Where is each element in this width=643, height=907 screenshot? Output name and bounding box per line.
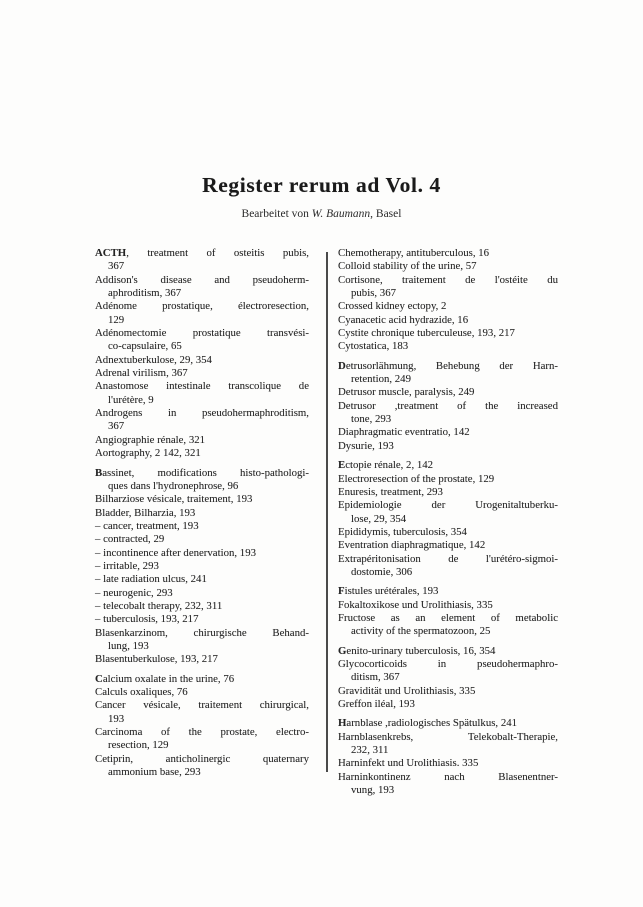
index-entry-line: – neurogenic, 293 [95,586,173,599]
index-entry [95,447,309,460]
index-entry [338,400,558,427]
index-entry [95,627,309,654]
index-entry [95,354,309,367]
index-entry-line: Dysurie, 193 [338,439,394,452]
column-divider-rule [326,252,328,772]
index-entry-line: Cortisone, traitement de l'ostéite du [338,273,558,286]
index-entry-line: ques dans l'hydronephrose, 96 [108,479,239,492]
index-letter-group [338,360,558,453]
index-letter-group [95,467,309,667]
index-letter-group [338,459,558,579]
index-entry [95,573,309,586]
index-entry [338,386,558,399]
index-entry-line: Androgens in pseudohermaphroditism, [95,407,309,420]
index-entry [338,685,558,698]
index-entry-line: dostomie, 306 [351,565,413,578]
index-entry [338,539,558,552]
index-letter-group [95,247,309,461]
index-entry-line: Bilharziose vésicale, traitement, 193 [95,493,253,506]
index-entry-line: l'urétère, 9 [108,393,154,406]
index-entry-line: Crossed kidney ectopy, 2 [338,300,447,313]
index-entry-line: vung, 193 [351,784,395,797]
index-entry [338,459,558,472]
index-entry-line: Cyanacetic acid hydrazide, 16 [338,313,469,326]
index-letter-group [338,645,558,712]
index-entry-line: co-capsulaire, 65 [108,340,182,353]
index-entry [338,612,558,639]
index-entry [95,380,309,407]
index-entry-line: Harninkontinenz nach Blasenentner- [338,770,558,783]
index-entry [338,658,558,685]
index-entry [338,340,558,353]
index-entry-line: Adrenal virilism, 367 [95,367,188,380]
index-entry [338,599,558,612]
index-entry [338,327,558,340]
index-entry [95,753,309,780]
index-entry-line: pubis, 367 [351,287,396,300]
index-entry [95,434,309,447]
index-entry-line: Epidemiologie der Urogenitaltuberku- [338,499,558,512]
index-entry-line: – tuberculosis, 193, 217 [95,613,199,626]
index-entry-line: 232, 311 [351,744,389,757]
index-entry-line: Extrapéritonisation de l'urétéro-sigmoi- [338,552,558,565]
index-entry [95,726,309,753]
index-entry [95,367,309,380]
page-subtitle [0,208,643,220]
index-entry [95,407,309,434]
index-entry-line: Addison's disease and pseudoherm- [95,273,309,286]
index-entry [95,300,309,327]
index-entry-line: – irritable, 293 [95,559,159,572]
index-entry [338,260,558,273]
index-entry-line: Gravidität und Urolithiasis, 335 [338,684,476,697]
index-entry [95,467,309,494]
index-letter-group [338,717,558,797]
index-entry [95,327,309,354]
index-entry-line: Blasenkarzinom, chirurgische Behand- [95,626,309,639]
index-entry-line: ammonium base, 293 [108,766,201,779]
subtitle-author: W. Baumann [311,208,371,220]
index-entry-line: – late radiation ulcus, 241 [95,573,207,586]
index-entry-line: Adénomectomie prostatique transvési- [95,327,309,340]
index-entry [338,426,558,439]
index-entry [338,499,558,526]
index-entry-line: Bassinet, modifications histo-pathologi- [95,466,309,479]
index-entry-line: 193 [108,712,125,725]
index-entry-line: Aortography, 2 142, 321 [95,447,201,460]
index-entry-line: resection, 129 [108,739,169,752]
index-entry [95,560,309,573]
index-entry-line: Diaphragmatic eventratio, 142 [338,426,470,439]
index-entry-line: Harnblase ,radiologisches Spätulkus, 241 [338,717,518,730]
index-entry-line: Adénome prostatique, électroresection, [95,300,309,313]
index-entry-line: 129 [108,313,125,326]
index-entry [95,686,309,699]
index-entry-line: Detrusor ,treatment of the increased [338,399,558,412]
index-entry-line: lung, 193 [108,639,149,652]
index-entry [95,507,309,520]
index-entry-line: Fokaltoxikose und Urolithiasis, 335 [338,598,493,611]
index-entry [338,731,558,758]
index-entry [338,486,558,499]
index-entry-line: Electroresection of the prostate, 129 [338,472,495,485]
index-entry-line: Cetiprin, anticholinergic quaternary [95,752,309,765]
index-entry [95,613,309,626]
index-entry [338,360,558,387]
index-entry [338,274,558,301]
index-entry-line: Calcium oxalate in the urine, 76 [95,672,235,685]
index-entry [338,440,558,453]
index-entry-line: Eventration diaphragmatique, 142 [338,539,486,552]
index-entry-line: Ectopie rénale, 2, 142 [338,459,434,472]
index-entry-line: – cancer, treatment, 193 [95,519,199,532]
index-entry [95,587,309,600]
index-entry [338,247,558,260]
index-entry-line: aphroditism, 367 [108,287,182,300]
index-entry [95,699,309,726]
index-entry [95,653,309,666]
index-column-right [338,247,558,797]
index-entry-line: Harninfekt und Urolithiasis. 335 [338,757,479,770]
index-entry-line: Angiographie rénale, 321 [95,433,206,446]
index-entry-line: 367 [108,260,125,273]
index-entry [338,771,558,798]
index-entry [95,274,309,301]
index-entry-line: – telecobalt therapy, 232, 311 [95,599,223,612]
index-entry-line: Cystite chronique tuberculeuse, 193, 217 [338,327,515,340]
index-entry [338,585,558,598]
index-entry-line: Anastomose intestinale transcolique de [95,380,309,393]
index-entry-line: Bladder, Bilharzia, 193 [95,506,196,519]
index-entry-line: – contracted, 29 [95,533,165,546]
page-title: Register rerum ad Vol. 4 [202,173,441,197]
index-entry-line: 367 [108,420,125,433]
index-column-left [95,247,309,779]
index-entry-line: lose, 29, 354 [351,512,407,525]
index-entry-line: Detrusor muscle, paralysis, 249 [338,386,475,399]
index-entry-line: tone, 293 [351,413,392,426]
index-entry [95,533,309,546]
index-entry [95,673,309,686]
index-entry [95,600,309,613]
index-entry-line: Adnextuberkulose, 29, 354 [95,353,212,366]
index-entry [95,520,309,533]
index-entry-line: retention, 249 [351,373,411,386]
index-entry-line: Epididymis, tuberculosis, 354 [338,525,467,538]
subtitle-prefix: Bearbeitet von [241,208,312,220]
index-entry-line: Colloid stability of the urine, 57 [338,260,477,273]
index-entry [338,314,558,327]
index-entry [338,698,558,711]
index-entry [338,526,558,539]
index-entry-line: activity of the spermatozoon, 25 [351,625,491,638]
index-entry [338,300,558,313]
index-columns [95,247,558,797]
index-entry [95,247,309,274]
index-entry-line: Enuresis, treatment, 293 [338,485,443,498]
index-entry-line: ACTH, treatment of osteitis pubis, [95,247,309,259]
index-entry [338,757,558,770]
index-entry [95,493,309,506]
index-entry [338,645,558,658]
index-entry-line: Calculs oxaliques, 76 [95,686,188,698]
index-entry [95,547,309,560]
subtitle-suffix: , Basel [370,208,402,220]
index-entry-line: Cancer vésicale, traitement chirurgical, [95,699,309,712]
index-entry-line: Fistules urétérales, 193 [338,585,439,598]
index-entry [338,473,558,486]
index-entry [338,553,558,580]
index-letter-group [338,585,558,638]
index-entry-line: Cytostatica, 183 [338,340,409,353]
index-entry [338,717,558,730]
index-letter-group [95,673,309,780]
index-entry-line: Greffon iléal, 193 [338,698,415,710]
index-entry-line: ditism, 367 [351,671,400,684]
index-entry-line: Harnblasenkrebs, Telekobalt-Therapie, [338,730,558,743]
index-entry-line: Fructose as an element of metabolic [338,611,558,624]
index-entry-line: Glycocorticoids in pseudohermaphro- [338,657,558,670]
index-entry-line: Blasentuberkulose, 193, 217 [95,653,218,666]
index-entry-line: Carcinoma of the prostate, electro- [95,726,309,739]
index-entry-line: Chemotherapy, antituberculous, 16 [338,247,490,259]
index-entry-line: – incontinence after denervation, 193 [95,546,256,559]
index-letter-group [338,247,558,354]
index-entry-line: Genito-urinary tuberculosis, 16, 354 [338,644,496,657]
index-entry-line: Detrusorlähmung, Behebung der Harn- [338,359,558,372]
